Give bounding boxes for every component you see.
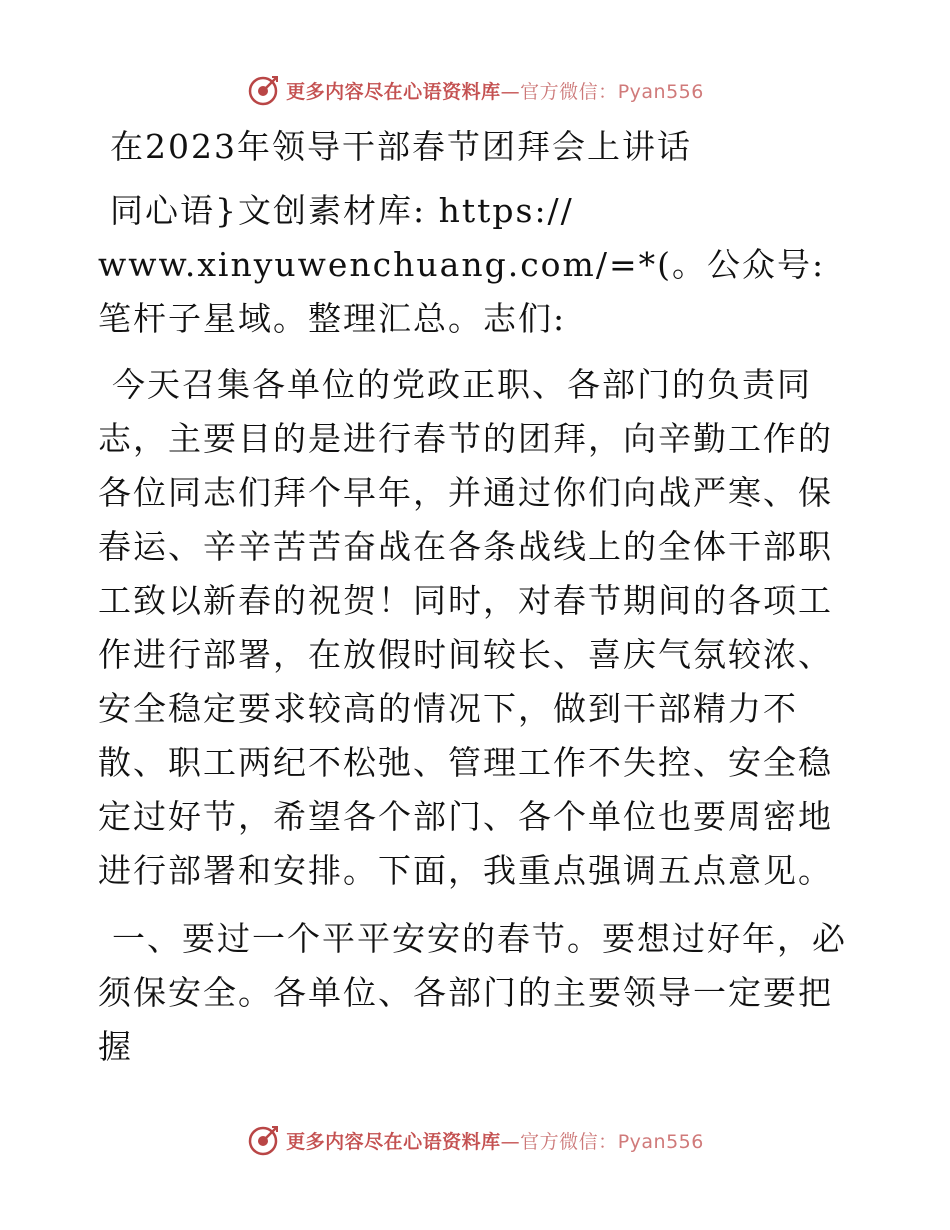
paragraph-1: 今天召集各单位的党政正职、各部门的负责同志，主要目的是进行春节的团拜，向辛勤工作的各位同志们拜个早年，并通过你们向战严寒、保春运、辛辛苦苦奋战在各条战线上的全体干部职工致以新春的祝贺！同时，对春节期间的各项工作进行部署，在放假时间较长、喜庆气氛较浓、安全稳定要求较高的情况下，做到干部精力不散、职工两纪不松弛、管理工作不失控、安全稳定过好节，希望各个部门、各个单位也要周密地进行部署和安排。下面，我重点强调五点意见。 [98, 365, 833, 890]
source-line-1: 同心语}文创素材库: https:// [110, 191, 574, 230]
banner-wechat-label: 官方微信： [520, 1130, 618, 1153]
banner-wechat-id: Pyan556 [617, 80, 704, 103]
paragraph-2: 一、要过一个平平安安的春节。要想过好年，必须保安全。各单位、各部门的主要领导一定要把握 [98, 919, 847, 1066]
banner-main-text: 更多内容尽在心语资料库 [286, 1130, 501, 1153]
document-title: 在2023年领导干部春节团拜会上讲话 [110, 127, 692, 166]
footer-banner [0, 1120, 950, 1160]
banner-text [286, 77, 704, 104]
header-banner [0, 70, 950, 110]
banner-dash: — [500, 80, 521, 103]
document-body [98, 120, 858, 1088]
banner-wechat-id: Pyan556 [617, 1130, 704, 1153]
source-line [98, 184, 858, 346]
source-line-2: www.xinyuwenchuang.com/=*(。公众号: 笔杆子星域。整理汇总。志们: [98, 245, 826, 338]
logo-icon [246, 1123, 280, 1157]
banner-wechat-label: 官方微信： [520, 80, 618, 103]
banner-main-text: 更多内容尽在心语资料库 [286, 80, 501, 103]
logo-icon [246, 73, 280, 107]
banner-dash: — [500, 1130, 521, 1153]
banner-text [286, 1127, 704, 1154]
